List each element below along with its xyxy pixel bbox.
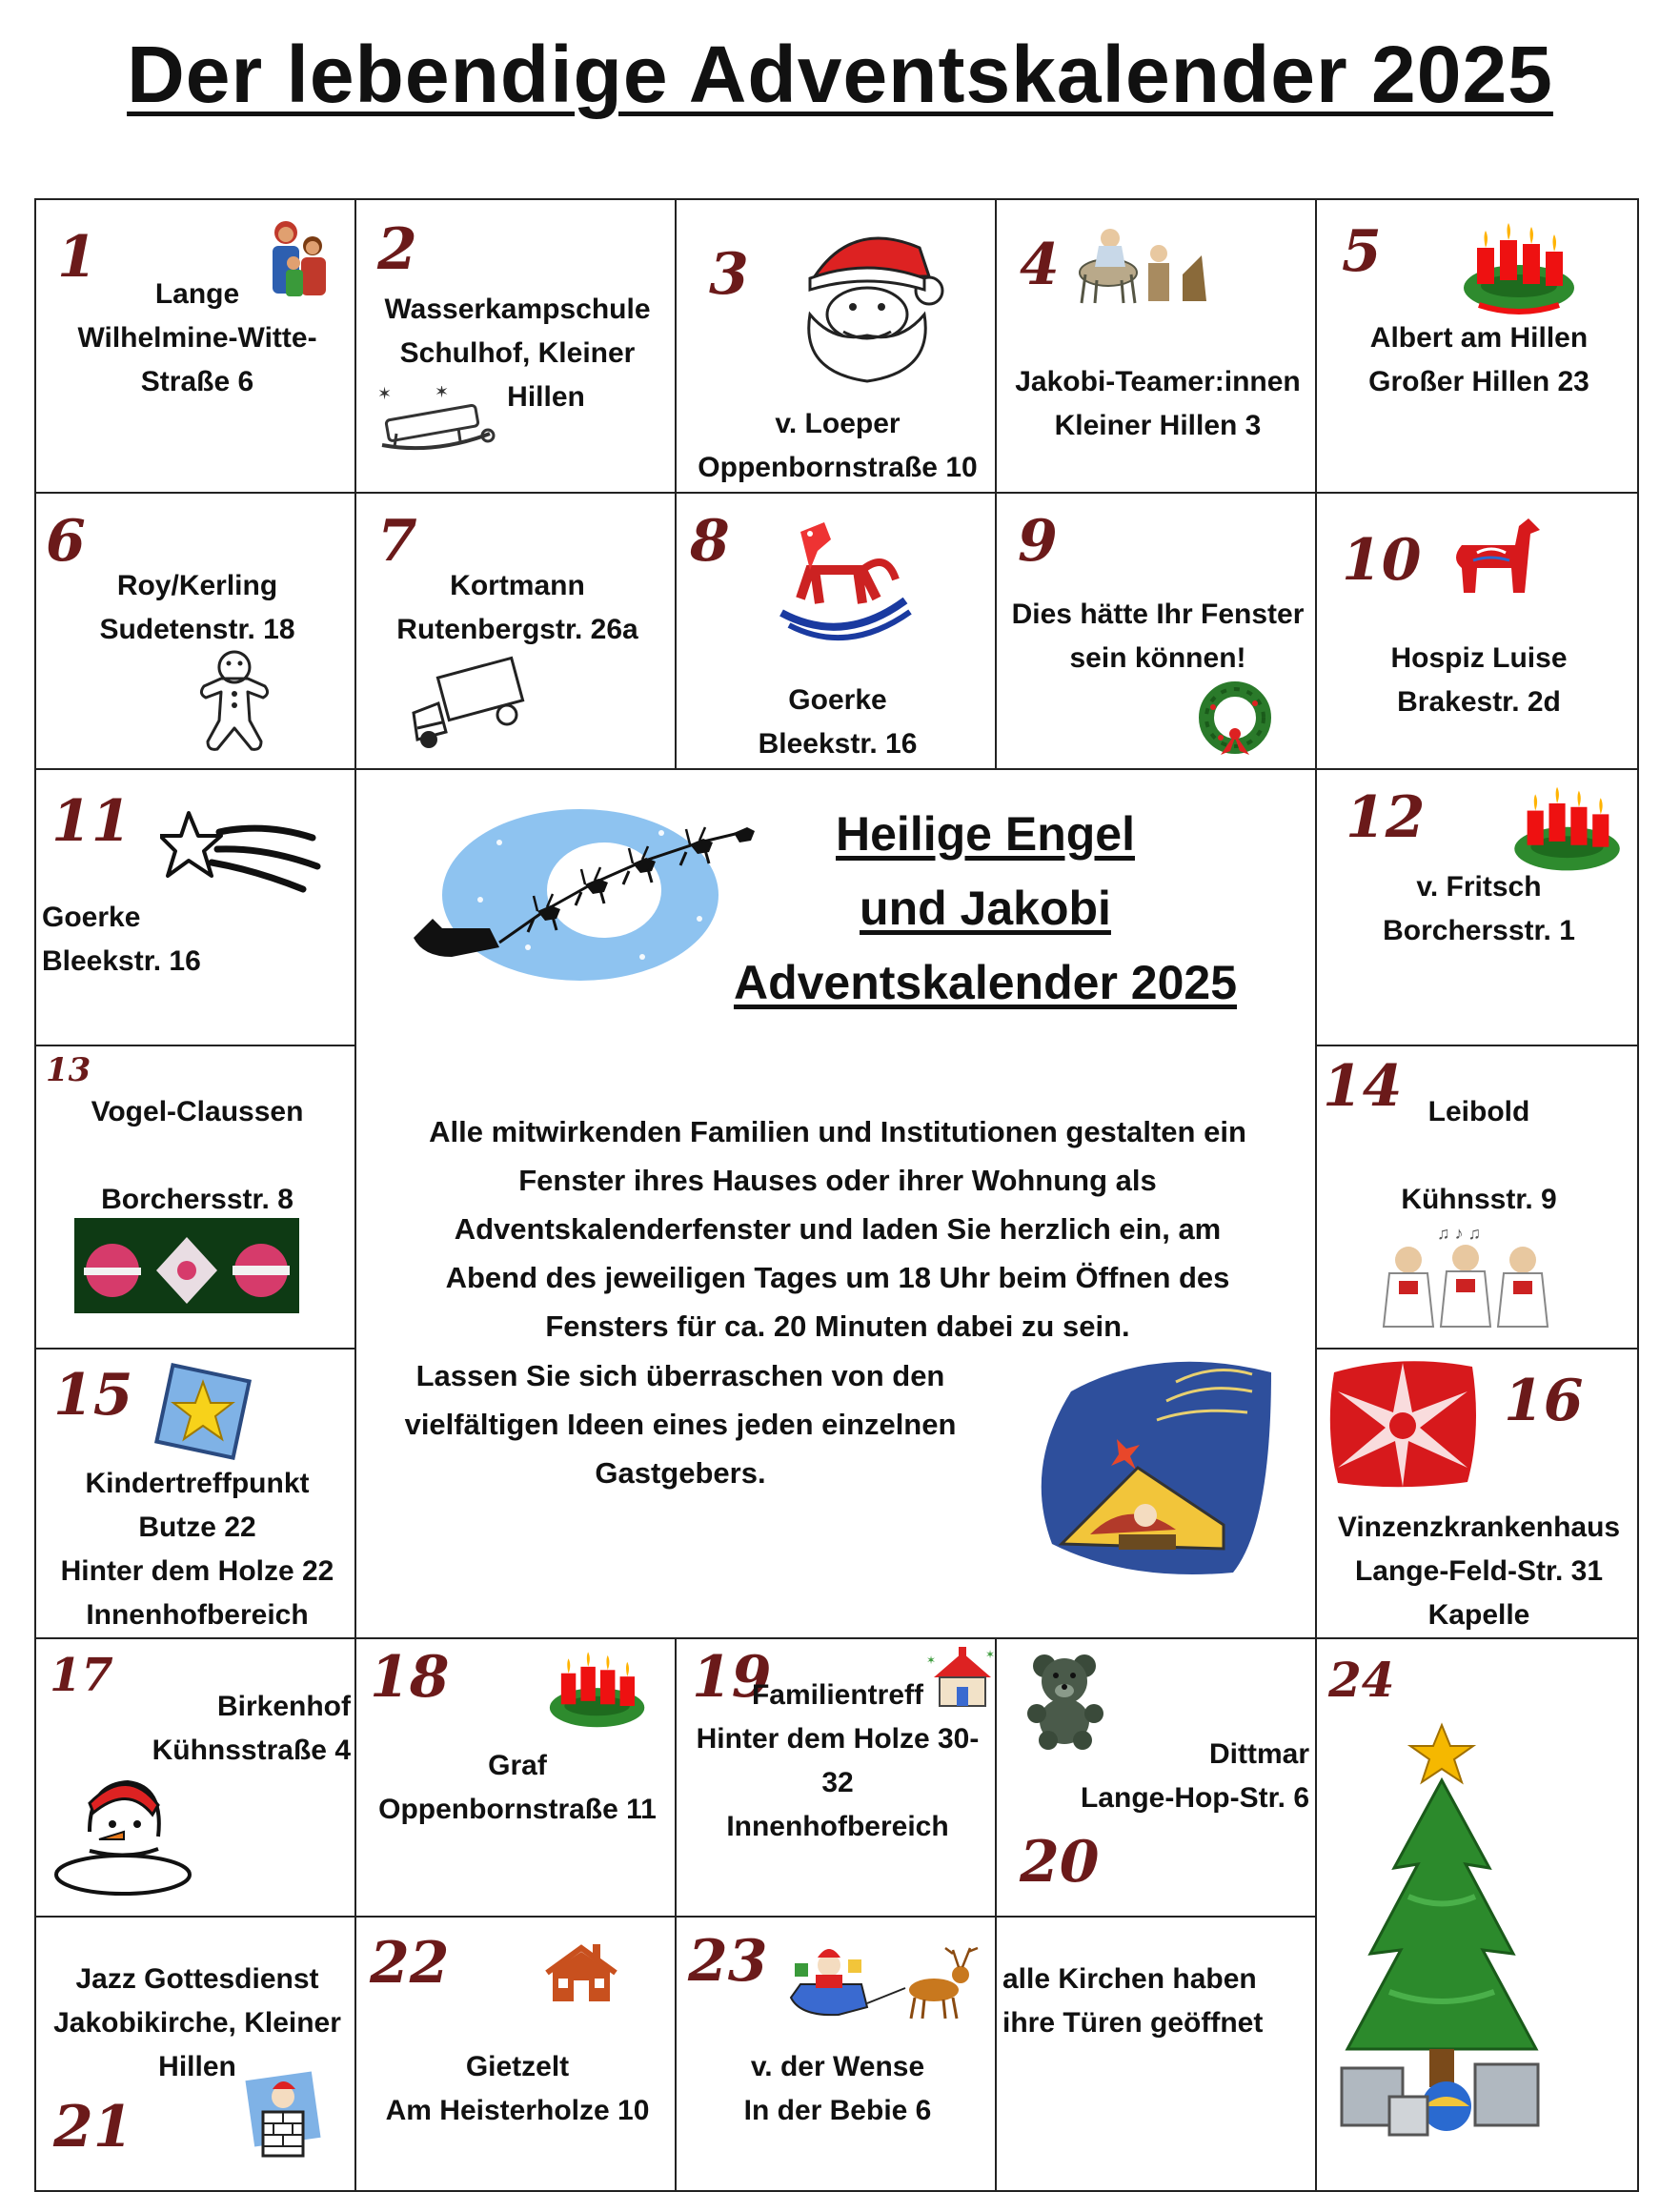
day-15-text: Kindertreffpunkt Butze 22 Hinter dem Holze 22 Innenhofbereich [60, 1468, 334, 1631]
red-star-icon [1325, 1353, 1482, 1496]
day-20-text: Dittmar Lange-Hop-Str. 6 [1080, 1738, 1309, 1814]
day-17-cell [34, 1637, 356, 1918]
day-number: 4 [1020, 232, 1060, 298]
day-12-text: v. Fritsch Borchersstr. 1 [1383, 871, 1575, 946]
shooting-star-icon [160, 803, 322, 903]
day-11-cell [34, 768, 356, 1046]
day-number: 18 [370, 1644, 450, 1711]
day-7-cell [354, 492, 677, 770]
day-number: 8 [690, 508, 730, 575]
day-9-text: Dies hätte Ihr Fenster sein können! [1011, 599, 1305, 674]
day-number: 19 [692, 1644, 772, 1711]
truck-icon [404, 656, 528, 756]
rocking-horse-icon [772, 513, 915, 646]
day-23-cell [675, 1916, 997, 2192]
day-number: 6 [46, 508, 86, 575]
day-5-cell [1315, 198, 1639, 494]
day-19-cell [675, 1637, 997, 1918]
day-number: 20 [1020, 1829, 1100, 1896]
day-5-text: Albert am Hillen Großer Hillen 23 [1368, 322, 1589, 397]
day-24-cell [1315, 1637, 1639, 2192]
day-17-text: Birkenhof Kühnsstraße 4 [152, 1691, 351, 1766]
day-number: 17 [50, 1649, 113, 1702]
advent-wreath-icon [536, 1649, 659, 1739]
day-3-text: v. Loeper Oppenbornstraße 10 [698, 408, 978, 483]
svg-text:✶: ✶ [926, 1654, 937, 1667]
center-heading: Heilige Engel und Jakobi Adventskalender 2025 [733, 807, 1238, 1009]
day-9-cell [995, 492, 1317, 770]
day-13-cell [34, 1045, 356, 1350]
day-10-cell [1315, 492, 1639, 770]
day-number: 13 [46, 1051, 91, 1089]
day-23-text: v. der Wense In der Bebie 6 [743, 2051, 932, 2126]
day-number: 16 [1504, 1368, 1584, 1434]
day-15-cell [34, 1348, 356, 1639]
gingerbread-house-icon [534, 1942, 629, 2014]
day-16-cell [1315, 1348, 1639, 1639]
day-number: 23 [688, 1928, 768, 1995]
day-4-text: Jakobi-Teamer:innen Kleiner Hillen 3 [1015, 366, 1301, 441]
page-title: Der lebendige Adventskalender 2025 [127, 30, 1553, 119]
day-11-text: Goerke Bleekstr. 16 [42, 902, 201, 977]
day-24-text: alle Kirchen haben ihre Türen geöffnet [1002, 1963, 1264, 2039]
christmas-tree-icon [1332, 1706, 1551, 2168]
center-paragraph-1: Alle mitwirkenden Familien und Institutionen gestalten ein Fenster ihres Hauses oder ihrer Wohnung als Adventskalenderfenster und laden Sie herzlich ein, am Abend des jeweiligen Tages um 18 Uhr beim Öffnen des Fensters für ca. 20 Minuten dabei zu sein. [429, 1115, 1246, 1343]
day-8-text: Goerke Bleekstr. 16 [758, 684, 918, 760]
nativity-donkey-icon [1068, 217, 1211, 313]
day-number: 5 [1342, 218, 1382, 285]
day-number: 14 [1323, 1053, 1403, 1120]
day-4-cell [995, 198, 1317, 494]
svg-text:♫ ♪ ♫: ♫ ♪ ♫ [1437, 1224, 1482, 1243]
center-info-panel [354, 768, 1317, 1639]
day-2-cell [354, 198, 677, 494]
day-number: 10 [1342, 527, 1422, 594]
churches-open-cell [995, 1916, 1317, 2192]
day-number: 1 [57, 224, 97, 291]
day-number: 11 [51, 788, 132, 855]
day-number: 21 [53, 2094, 133, 2161]
star-card-icon [151, 1359, 255, 1469]
svg-text:✶: ✶ [377, 386, 393, 403]
day-number: 3 [709, 241, 749, 308]
nativity-stable-icon [1033, 1353, 1281, 1587]
santa-reindeer-sleigh-icon [781, 1931, 982, 2031]
svg-text:✶: ✶ [435, 386, 450, 401]
day-number: 22 [370, 1930, 450, 1997]
christmas-wreath-icon [1192, 675, 1278, 765]
day-number: 12 [1346, 784, 1426, 851]
day-21-text: Jazz Gottesdienst Jakobikirche, Kleiner Hillen [53, 1963, 341, 2082]
santa-chimney-icon [240, 2070, 326, 2170]
day-13-text: Vogel-Claussen Borchersstr. 8 [91, 1096, 304, 1215]
day-19-text: Familientreff Hinter dem Holze 30- 32 Innenhofbereich [696, 1679, 980, 1842]
day-14-cell [1315, 1045, 1639, 1350]
day-20-cell [995, 1637, 1317, 1918]
sled-icon [368, 386, 501, 467]
day-18-text: Graf Oppenbornstraße 11 [378, 1750, 657, 1825]
day-1-cell [34, 198, 356, 494]
carolers-icon [1370, 1220, 1561, 1334]
day-12-cell [1315, 768, 1639, 1046]
gingerbread-man-icon [196, 646, 273, 761]
day-8-cell [675, 492, 997, 770]
day-number: 9 [1018, 508, 1058, 575]
ornaments-icon [74, 1218, 299, 1318]
dala-horse-icon [1448, 511, 1544, 601]
day-6-text: Roy/Kerling Sudetenstr. 18 [99, 570, 295, 645]
day-16-text: Vinzenzkrankenhaus Lange-Feld-Str. 31 Kapelle [1337, 1512, 1621, 1631]
snowman-icon [51, 1765, 194, 1903]
day-18-cell [354, 1637, 677, 1918]
day-10-text: Hospiz Luise Brakestr. 2d [1390, 642, 1568, 718]
day-22-text: Gietzelt Am Heisterholze 10 [385, 2051, 650, 2126]
day-3-cell [675, 198, 997, 494]
day-1-text: Lange Wilhelmine-Witte- Straße 6 [77, 278, 317, 397]
day-number: 15 [53, 1362, 133, 1429]
day-21-cell [34, 1916, 356, 2192]
day-number: 2 [377, 216, 417, 283]
day-number: 24 [1328, 1652, 1395, 1708]
day-number: 7 [377, 508, 417, 575]
day-14-text: Leibold Kühnsstr. 9 [1401, 1096, 1557, 1215]
center-paragraph-2: Lassen Sie sich überraschen von den vielfältigen Ideen eines jeden einzelnen Gastgebers. [404, 1359, 957, 1490]
santa-face-icon [786, 219, 948, 391]
day-22-cell [354, 1916, 677, 2192]
day-2-text: Wasserkampschule Schulhof, Kleiner Hillen [384, 294, 651, 413]
svg-text:✶: ✶ [985, 1648, 996, 1661]
advent-wreath-icon [1460, 219, 1579, 324]
day-6-cell [34, 492, 356, 770]
day-7-text: Kortmann Rutenbergstr. 26a [396, 570, 638, 645]
